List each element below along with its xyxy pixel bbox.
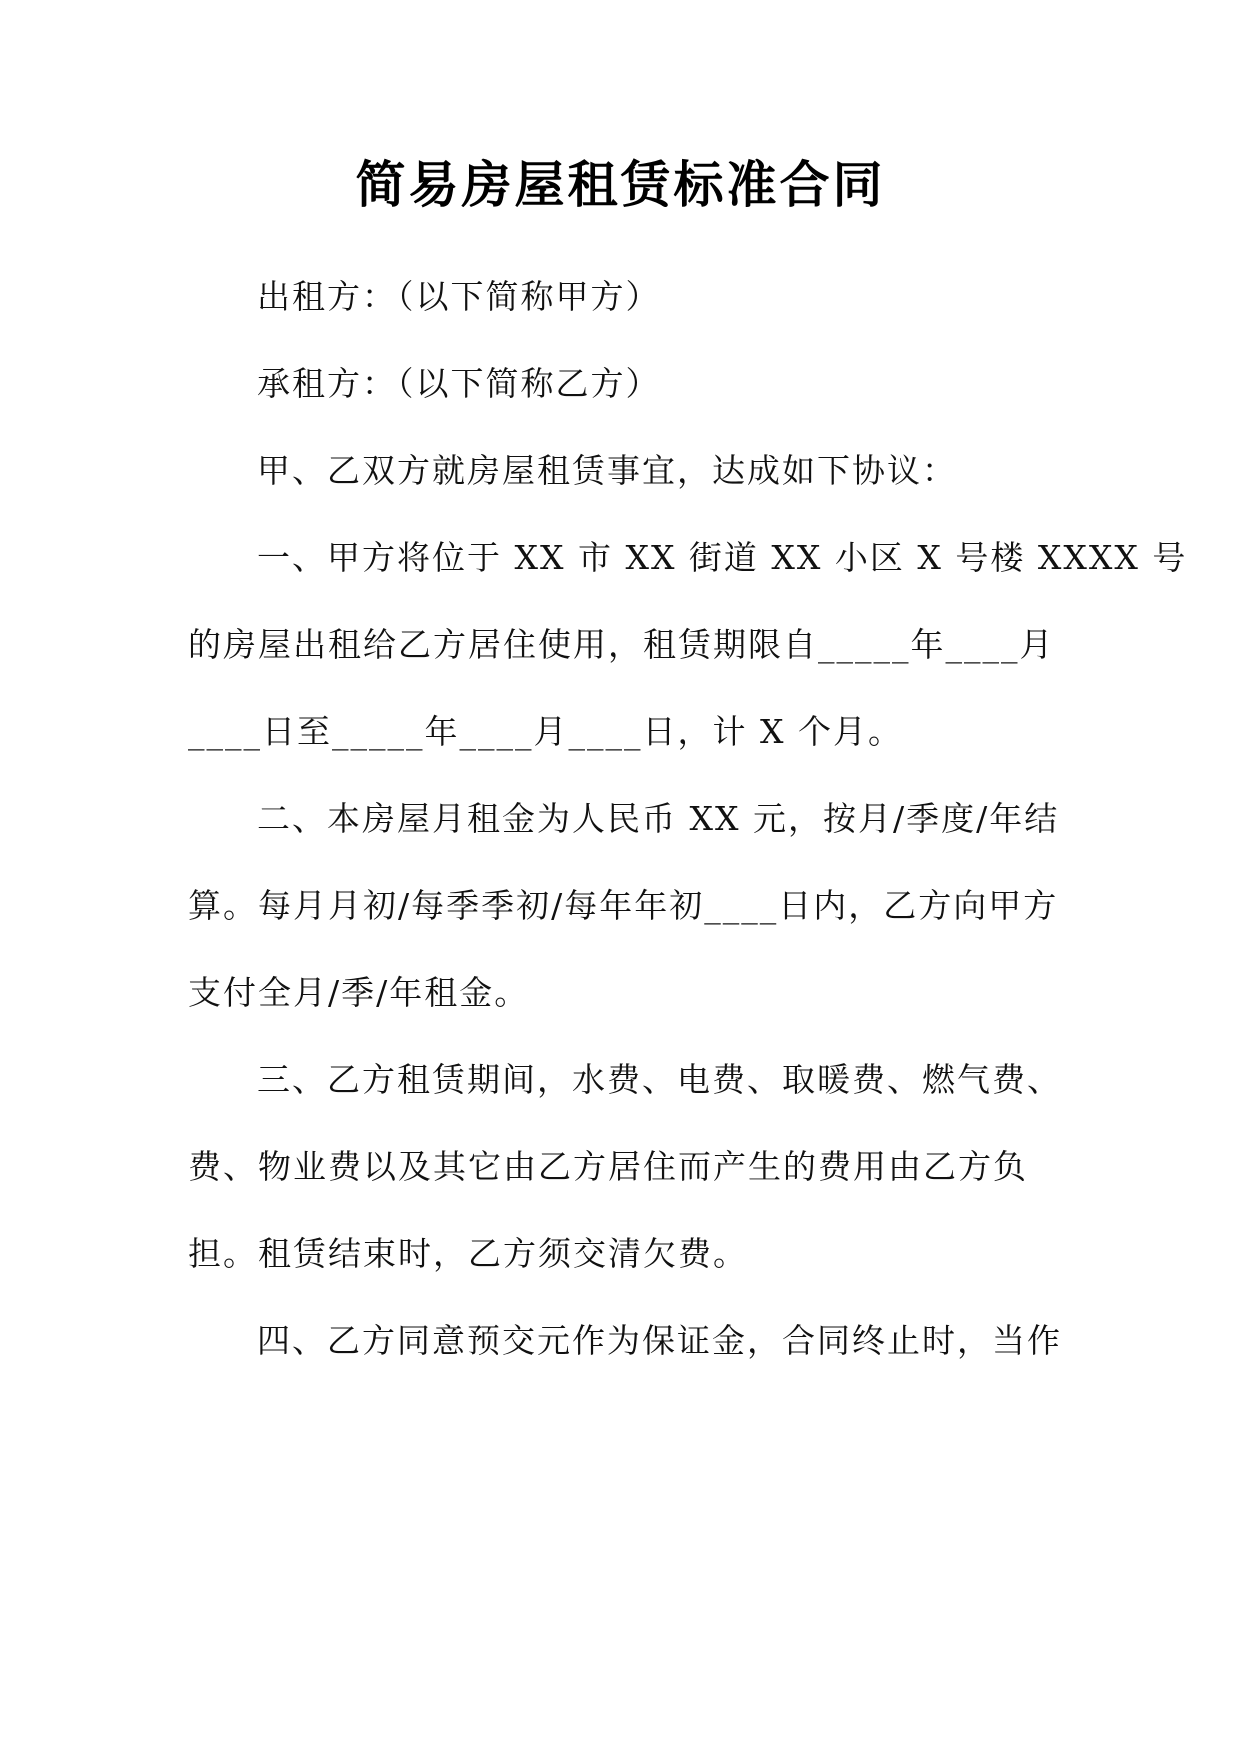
party-b-line: 承租方：（以下简称乙方） <box>257 364 661 403</box>
clause-2-line-2: 算。每月月初/每季季初/每年年初____日内，乙方向甲方 <box>188 886 1059 925</box>
document-title: 简易房屋租赁标准合同 <box>355 156 886 214</box>
preamble-line: 甲、乙双方就房屋租赁事宜，达成如下协议： <box>257 451 957 490</box>
party-a-line: 出租方：（以下简称甲方） <box>257 277 661 316</box>
clause-1-line-3: ____日至_____年____月____日，计 X 个月。 <box>188 712 903 751</box>
clause-2-line-3: 支付全月/季/年租金。 <box>188 973 530 1012</box>
clause-2-line-1: 二、本房屋月租金为人民币 XX 元，按月/季度/年结 <box>257 799 1060 838</box>
clause-3-line-2: 费、物业费以及其它由乙方居住而产生的费用由乙方负 <box>188 1147 1028 1186</box>
clause-3-line-1: 三、乙方租赁期间，水费、电费、取暖费、燃气费、 <box>257 1060 1062 1099</box>
clause-1-line-2: 的房屋出租给乙方居住使用，租赁期限自_____年____月 <box>188 625 1055 664</box>
clause-4-line-1: 四、乙方同意预交元作为保证金，合同终止时，当作 <box>257 1321 1062 1360</box>
clause-1-line-1: 一、甲方将位于 XX 市 XX 街道 XX 小区 X 号楼 XXXX 号 <box>257 538 1188 577</box>
clause-3-line-3: 担。租赁结束时，乙方须交清欠费。 <box>188 1234 748 1273</box>
